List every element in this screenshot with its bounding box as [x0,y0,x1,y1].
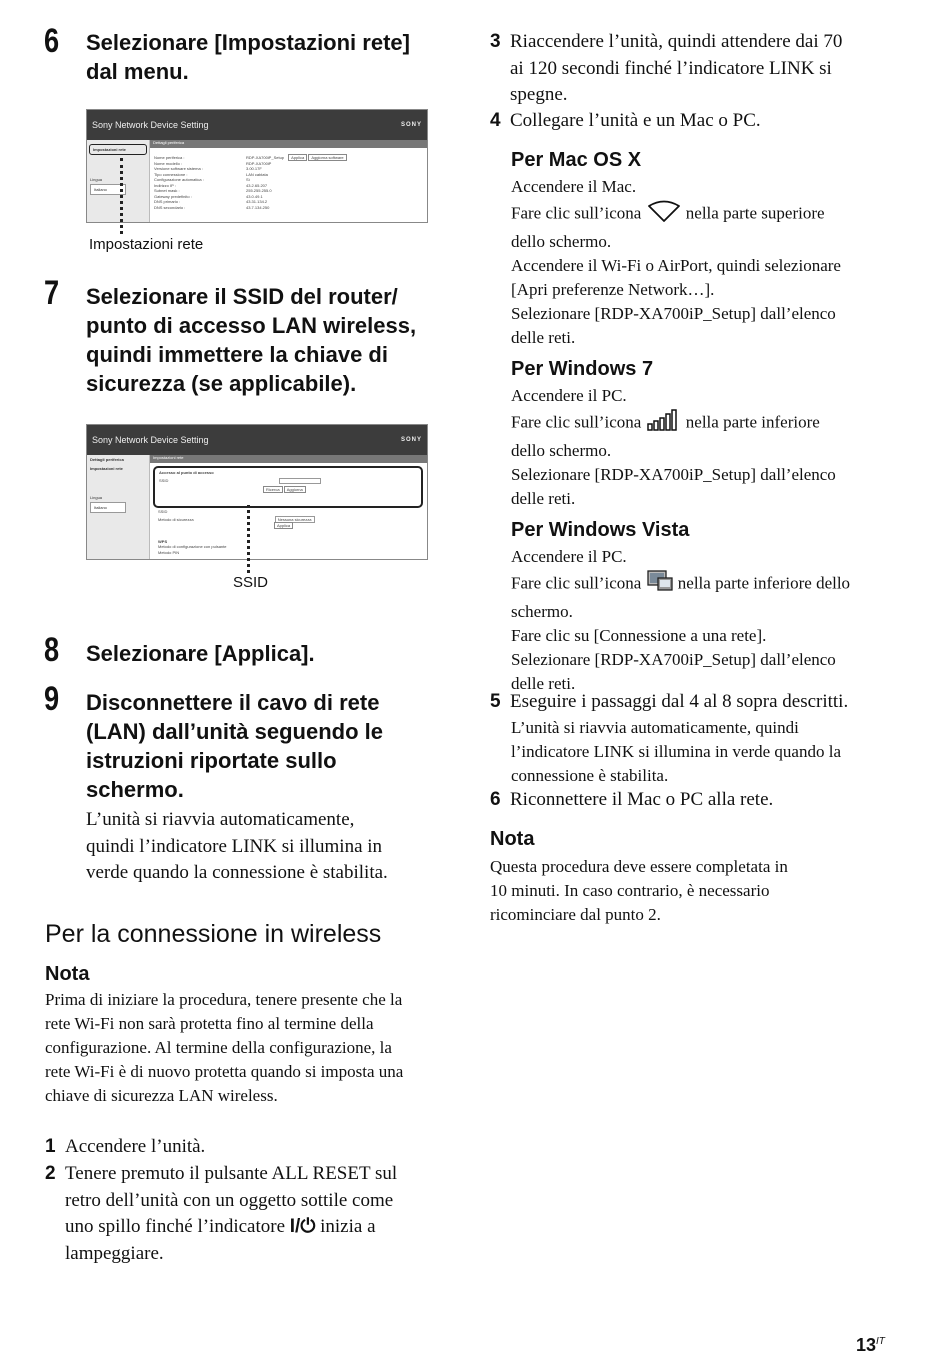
page-number: $13^{IT}$ [856,1335,885,1355]
substep-5-detail: L’unità si riavvia automaticamente, quindi l’indicatore LINK si illumina in verde quando la connessione è stabilita. [511,718,841,785]
screenshot-titlebar: Sony Network Device Setting SONY [87,425,427,455]
step-6-title: Selezionare [Impostazioni rete] dal menu. [86,30,410,84]
refresh-button: Aggiorna [284,486,306,493]
callout-dotted-line [120,158,123,234]
screenshot-main-pane: Impostazioni rete Accesso al punto di accesso SSID Ricerca Aggiorna SSID Metodo di sicurezza Nessuna sicurezza Applica WPS Metodo di configurazione con pulsante Metodo PIN [150,455,427,559]
substep-6: 6 Riconnettere il Mac o PC alla rete. [490,789,774,810]
callout-dotted-line [247,505,250,573]
vista-instructions: Accendere il PC. Fare clic sull’icona nella parte inferiore dello schermo. Fare clic su [Connessione a una rete]. Selezionare [RDP-XA700iP_Setup] dall’elenco delle reti. [511,547,851,693]
ssid-select [279,478,321,484]
note-title-right: Nota [490,828,535,850]
substep-2: 2 Tenere premuto il pulsante ALL RESET sul retro dell’unità con un oggetto sottile come uno spillo finché l’indicatore I/⏻ inizia a lampeggiare. [45,1163,398,1264]
step-8-title: Selezionare [Applica]. [86,641,315,666]
search-button: Ricerca [263,486,283,493]
apply-button: Applica [288,154,307,161]
caption-ssid: SSID [233,574,269,591]
section-title: Per la connessione in wireless [45,920,382,948]
caption-network-settings: Impostazioni rete [89,236,204,253]
step-9-number: 9 [44,680,60,718]
win7-heading: Per Windows 7 [511,358,654,380]
apply-button: Applica [274,522,293,529]
step-6-number: 6 [44,22,60,60]
sidebar-item-network-settings: Impostazioni rete [89,144,147,155]
power-symbol: I/⏻ [289,1216,316,1237]
mac-instructions: Accendere il Mac. Fare clic sull’icona nella parte superiore dello schermo. Accendere il Wi-Fi o AirPort, quindi selezionare [Apri preferenze Network…]. Selezionare [RDP-XA700iP_Setup] dall’elenco delle reti. [511,177,841,347]
vista-heading: Per Windows Vista [511,519,690,541]
step-9-body: L’unità si riavvia automaticamente, quindi l’indicatore LINK si illumina in verde quando la connessione è stabilita. [86,809,388,883]
substep-1: 1 Accendere l’unità. [45,1136,206,1157]
step-7-title: Selezionare il SSID del router/ punto di accesso LAN wireless, quindi immettere la chiave di sicurezza (se applicabile). [86,284,417,396]
security-select: Nessuna sicurezza [275,516,315,523]
substep-4: 4 Collegare l’unità e un Mac o PC. [490,110,761,131]
step-9-title: Disconnettere il cavo di rete (LAN) dall’unità seguendo le istruzioni riportate sullo schermo. [86,690,384,802]
screenshot-sidebar: Impostazioni rete Lingua Italiano [87,140,150,222]
note-text-right: Questa procedura deve essere completata in 10 minuti. In caso contrario, è necessario ricominciare dal punto 2. [490,857,788,924]
screenshot-main-pane: Dettagli periferica Nome periferica : Nome modello : Versione software sistema : Tipo connessione : Configurazione automatica : Indirizzo IP : Subnet mask : Gateway predefinito : DNS primario : DNS secondario : RDP-XA700iP_Setup Applica Aggiorna software RDP-XA700iP 3.00.17F LAN cablata Sì 43.2.65.207 255.255.255.0 43.0.49.1 43.31.134.2 43.7.134.250 [150,140,427,222]
step-8-number: 8 [44,631,60,669]
mac-heading: Per Mac OS X [511,149,642,171]
network-computer-icon [646,569,674,600]
step-7-number: 7 [44,274,60,312]
note-text-left: Prima di iniziare la procedura, tenere presente che la rete Wi-Fi non sarà protetta fino al termine della configurazione. Al termine della configurazione, la rete Wi-Fi è di nuovo protetta quando si imposta una chiave di sicurezza LAN wireless. [45,990,404,1105]
win7-instructions: Accendere il PC. Fare clic sull’icona nella parte inferiore dello schermo. Selezionare [RDP-XA700iP_Setup] dall’elenco delle reti. [511,386,836,508]
note-title-left: Nota [45,963,90,985]
wifi-icon [646,199,682,230]
substep-3: 3 Riaccendere l’unità, quindi attendere dai 70 ai 120 secondi finché l’indicatore LINK si spegne. [490,31,843,105]
signal-bars-icon [646,408,682,439]
substep-5: 5 Eseguire i passaggi dal 4 al 8 sopra descritti. [490,691,849,712]
ssid-highlight-box: Accesso al punto di accesso SSID Ricerca Aggiorna [153,466,423,508]
screenshot-device-details [86,109,428,223]
screenshot-network-settings [86,424,428,560]
screenshot-sidebar: Dettagli periferica Impostazioni rete Lingua Italiano [87,455,150,559]
update-software-button: Aggiorna software [308,154,346,161]
screenshot-titlebar: Sony Network Device Setting SONY [87,110,427,140]
